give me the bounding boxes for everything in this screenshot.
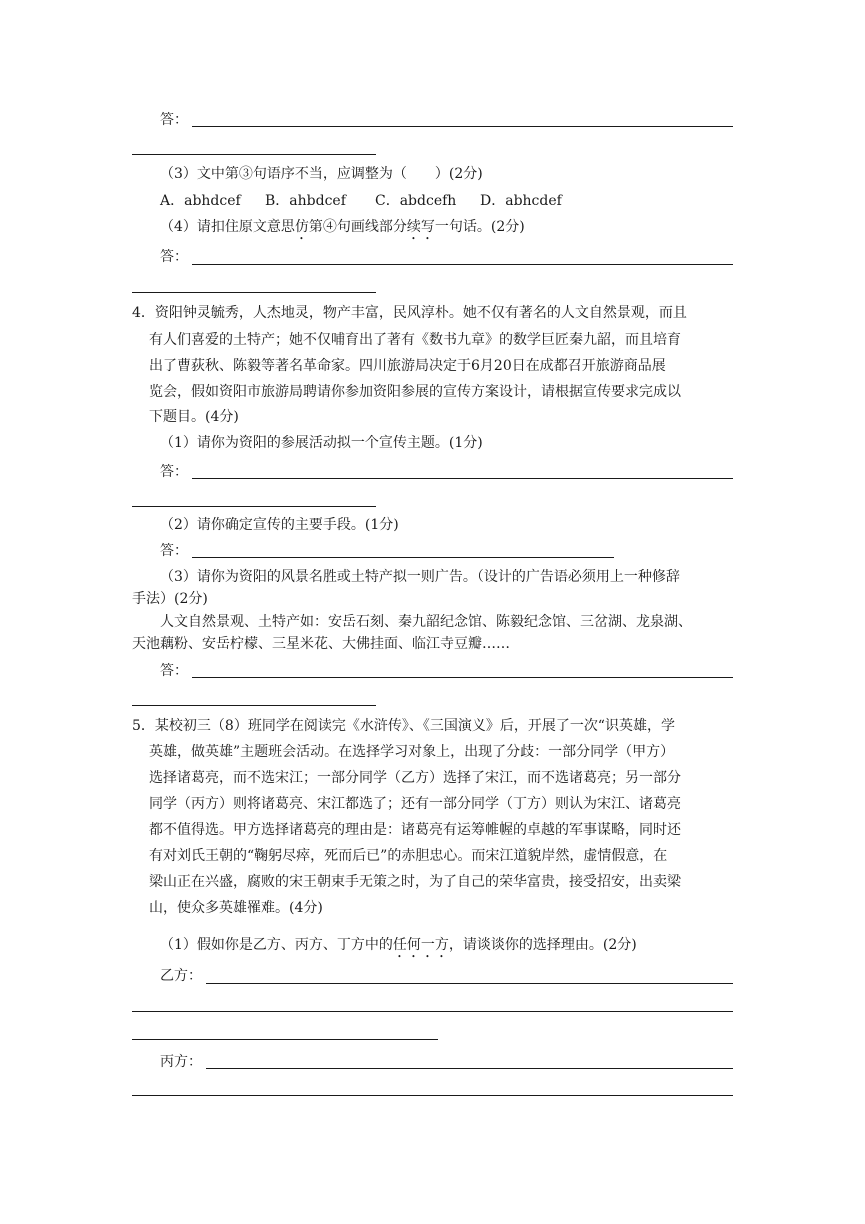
answer-line[interactable] (192, 478, 733, 479)
answer-line[interactable] (132, 506, 376, 507)
q5-intro-line: 梁山正在兴盛，腐败的宋王朝束手无策之时，为了自己的荣华富贵，接受招安，出卖梁 (149, 874, 681, 890)
q5-intro-line: 有对刘氏王朝的“鞠躬尽瘁，死而后已”的赤胆忠心。而宋江道貌岸然，虚情假意，在 (149, 848, 668, 864)
q4-intro-line: 览会，假如资阳市旅游局聘请你参加资阳参展的宣传方案设计，请根据宣传要求完成以 (149, 384, 681, 400)
answer-label: 答： (160, 543, 188, 559)
q3-option-c: C．abdcefh (375, 193, 457, 209)
q4-intro-line: 有人们喜爱的土特产；她不仅哺育出了著有《数书九章》的数学巨匠秦九韶，而且培育 (149, 332, 681, 348)
answer-line[interactable] (132, 292, 376, 293)
answer-label: 答： (160, 249, 188, 265)
q4-part3-text: （3）请你为资阳的风景名胜或土特产拟一则广告。（设计的广告语必须用上一种修辞 (160, 569, 680, 585)
q4-intro-line: 下题目。(4分) (149, 409, 239, 425)
q3-option-a: A．abhdcef (160, 193, 241, 209)
q4-intro-line: 4．资阳钟灵毓秀，人杰地灵，物产丰富，民风淳朴。她不仅有著名的人文自然景观，而且 (132, 305, 687, 321)
q3-option-d: D．abhcdef (480, 193, 562, 209)
q5-intro-line: 选择诸葛亮，而不选宋江；一部分同学（乙方）选择了宋江，而不选诸葛亮；另一部分 (149, 770, 681, 786)
q3-part3-text: （3）文中第③句语序不当，应调整为（ ）(2分) (160, 166, 483, 182)
answer-line[interactable] (192, 557, 614, 558)
answer-line[interactable] (132, 1095, 733, 1096)
q3-part4-text: （4）请扣住原文意思仿第④句画线部分续写一句话。(2分) (160, 219, 525, 235)
q3-option-b: B．ahbdcef (265, 193, 346, 209)
answer-line[interactable] (132, 705, 376, 706)
q5-part1-text: （1）假如你是乙方、丙方、丁方中的任何一方，请谈谈你的选择理由。(2分) (160, 937, 637, 953)
answer-line[interactable] (192, 126, 733, 127)
answer-line[interactable] (206, 1068, 733, 1069)
answer-line[interactable] (132, 1039, 438, 1040)
q5-intro-line: 5．某校初三（8）班同学在阅读完《水浒传》、《三国演义》后，开展了一次“识英雄，学 (132, 718, 675, 734)
answer-line[interactable] (192, 264, 733, 265)
answer-label: 答： (160, 663, 188, 679)
q4-part1-text: （1）请你为资阳的参展活动拟一个宣传主题。(1分) (160, 435, 483, 451)
answer-line[interactable] (206, 983, 733, 984)
q4-intro-line: 出了曹荻秋、陈毅等著名革命家。四川旅游局决定于6月20日在成都召开旅游商品展 (149, 358, 666, 374)
q4-hint-line: 天池藕粉、安岳柠檬、三星米花、大佛挂面、临江寺豆瓣…… (132, 636, 510, 652)
label-yi-side: 乙方： (160, 968, 202, 984)
label-bing-side: 丙方： (160, 1054, 202, 1070)
answer-label: 答： (160, 112, 188, 128)
q4-part3-text: 手法）(2分) (132, 591, 208, 607)
q5-intro-line: 同学（丙方）则将诸葛亮、宋江都选了；还有一部分同学（丁方）则认为宋江、诸葛亮 (149, 796, 681, 812)
q4-part2-text: （2）请你确定宣传的主要手段。(1分) (160, 517, 399, 533)
q5-intro-line: 英雄，做英雄”主题班会活动。在选择学习对象上，出现了分歧：一部分同学（甲方） (149, 744, 675, 760)
q5-intro-line: 都不值得选。甲方选择诸葛亮的理由是：诸葛亮有运筹帷幄的卓越的军事谋略，同时还 (149, 822, 681, 838)
answer-line[interactable] (132, 154, 376, 155)
q4-hint-line: 人文自然景观、土特产如：安岳石刻、秦九韶纪念馆、陈毅纪念馆、三岔湖、龙泉湖、 (160, 614, 692, 630)
answer-line[interactable] (192, 677, 733, 678)
q5-intro-line: 山，使众多英雄罹难。(4分) (149, 900, 323, 916)
answer-label: 答： (160, 464, 188, 480)
answer-line[interactable] (132, 1011, 733, 1012)
